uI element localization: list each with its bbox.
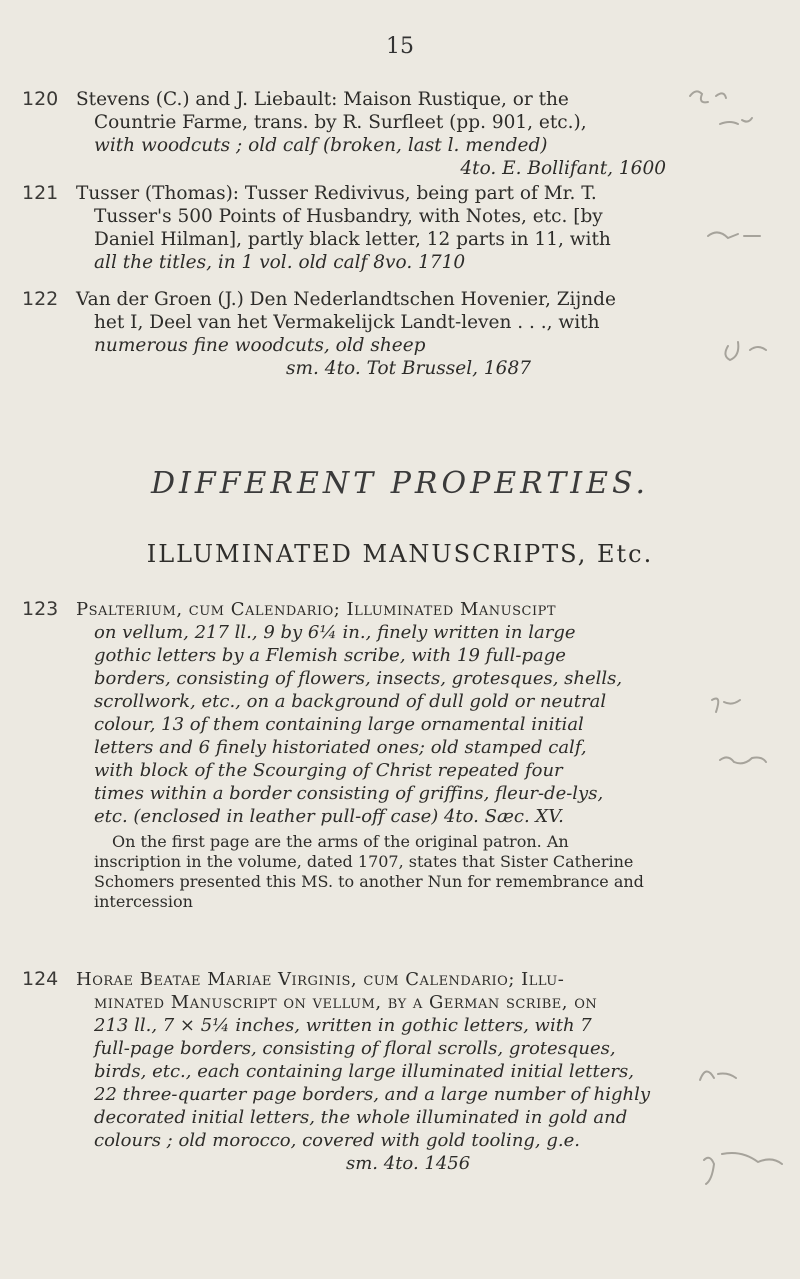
catalogue-entry xyxy=(0,598,800,938)
section-subtitle: ILLUMINATED MANUSCRIPTS, Etc. xyxy=(146,540,654,568)
note-line: intercession xyxy=(94,892,193,911)
entry-imprint: 4to. E. Bollifant, 1600 xyxy=(460,158,666,179)
entry-line: het I, Deel van het Vermakelijck Landt-leven . . ., with xyxy=(94,312,600,333)
entry-line: birds, etc., each containing large illuminated initial letters, xyxy=(94,1061,634,1082)
entry-line: Horae Beatae Mariae Virginis, cum Calendario; Illu- xyxy=(76,969,565,990)
page-number: 15 xyxy=(386,34,414,59)
entry-line: full-page borders, consisting of floral scrolls, grotesques, xyxy=(94,1038,616,1059)
entry-line: on vellum, 217 ll., 9 by 6¼ in., finely written in large xyxy=(94,622,576,643)
entry-line: with block of the Scourging of Christ repeated four xyxy=(94,760,563,781)
lot-number: 124 xyxy=(22,968,59,990)
entry-line: colour, 13 of them containing large ornamental initial xyxy=(94,714,584,735)
entry-imprint: sm. 4to. Tot Brussel, 1687 xyxy=(286,358,531,379)
entry-line: minated Manuscript on vellum, by a German scribe, on xyxy=(94,992,598,1013)
entry-line xyxy=(76,251,676,274)
entry-imprint: sm. 4to. 1456 xyxy=(346,1153,471,1174)
catalogue-entry xyxy=(0,182,800,282)
lot-number: 123 xyxy=(22,598,59,620)
catalogue-entry xyxy=(0,968,800,1228)
entry-line: Tusser (Thomas): Tusser Redivivus, being part of Mr. T. xyxy=(76,183,597,204)
entry-imprint: 8vo. 1710 xyxy=(373,252,466,273)
lot-number: 121 xyxy=(22,182,59,204)
entry-line: gothic letters by a Flemish scribe, with 19 full-page xyxy=(94,645,566,666)
catalogue-entry xyxy=(0,88,800,188)
entry-line: numerous fine woodcuts, old sheep xyxy=(94,335,426,356)
note-line: Schomers presented this MS. to another Nun for remembrance and xyxy=(94,872,644,891)
entry-line: with woodcuts ; old calf (broken, last l. mended) xyxy=(94,135,548,156)
note-line: inscription in the volume, dated 1707, states that Sister Catherine xyxy=(94,852,634,871)
entry-line: Tusser's 500 Points of Husbandry, with Notes, etc. [by xyxy=(94,206,603,227)
entry-line: letters and 6 finely historiated ones; old stamped calf, xyxy=(94,737,587,758)
entry-line: Van der Groen (J.) Den Nederlandtschen Hovenier, Zijnde xyxy=(76,289,616,310)
entry-note xyxy=(76,832,676,912)
entry-line: borders, consisting of flowers, insects, grotesques, shells, xyxy=(94,668,623,689)
entry-binding: all the titles, in 1 vol. old calf xyxy=(94,252,368,273)
entry-line: scrollwork, etc., on a background of dull gold or neutral xyxy=(94,691,607,712)
entry-line: Psalterium, cum Calendario; Illuminated Manuscipt xyxy=(76,599,557,620)
entry-line: 22 three-quarter page borders, and a large number of highly xyxy=(94,1084,651,1105)
entry-line: Countrie Farme, trans. by R. Surfleet (pp. 901, etc.), xyxy=(94,112,587,133)
note-line: On the first page are the arms of the original patron. An xyxy=(112,832,569,851)
lot-number: 120 xyxy=(22,88,59,110)
entry-line: colours ; old morocco, covered with gold tooling, g.e. xyxy=(94,1130,580,1151)
entry-line: decorated initial letters, the whole illuminated in gold and xyxy=(94,1107,628,1128)
entry-line: Daniel Hilman], partly black letter, 12 parts in 11, with xyxy=(94,229,611,250)
entry-line: Stevens (C.) and J. Liebault: Maison Rustique, or the xyxy=(76,89,569,110)
entry-line: 213 ll., 7 × 5¼ inches, written in gothic letters, with 7 xyxy=(94,1015,592,1036)
section-title: DIFFERENT PROPERTIES. xyxy=(150,466,649,501)
entry-line: etc. (enclosed in leather pull-off case) 4to. Sæc. XV. xyxy=(94,806,564,827)
lot-number: 122 xyxy=(22,288,59,310)
catalogue-entry xyxy=(0,288,800,388)
entry-line: times within a border consisting of griffins, fleur-de-lys, xyxy=(94,783,604,804)
